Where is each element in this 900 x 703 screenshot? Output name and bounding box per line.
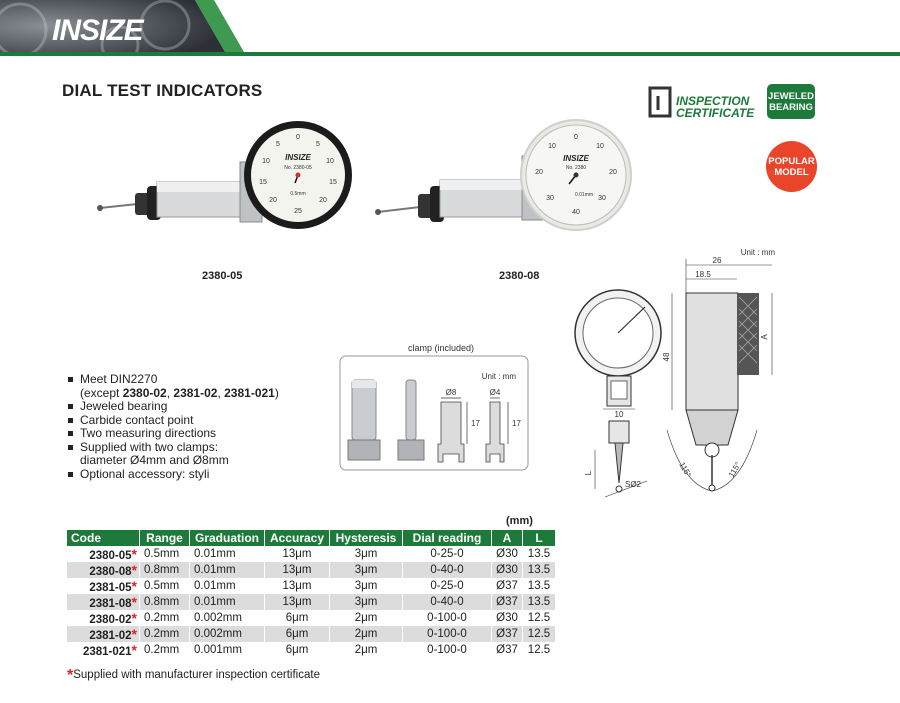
table-header-row [67, 530, 556, 546]
table-row [67, 610, 556, 626]
dim-18-5: 18.5 [695, 270, 711, 279]
table-cell: 0.5mm [140, 546, 190, 562]
clamp-drawing [338, 340, 530, 472]
dial1-num-25: 25 [294, 208, 302, 215]
clamp-h1: 17 [471, 419, 480, 428]
features-list [66, 373, 366, 481]
popular-line1: POPULAR [768, 155, 815, 167]
page-title: DIAL TEST INDICATORS [62, 81, 263, 100]
table-row [67, 594, 556, 610]
feature-item: Supplied with two clamps: [66, 441, 366, 455]
table-cell: 6μm [265, 626, 330, 642]
table-cell: 0.8mm [140, 562, 190, 578]
jeweled-bearing-badge [767, 84, 815, 119]
table-cell: 0-100-0 [403, 626, 492, 642]
feature-item: Meet DIN2270 [66, 373, 366, 387]
table-cell: 3μm [330, 578, 403, 594]
product-photo-2380-05 [95, 118, 355, 233]
certificate-star: * [131, 546, 137, 562]
table-cell: 0.01mm [190, 562, 265, 578]
code-cell: 2380-02* [67, 610, 140, 626]
table-cell: 6μm [265, 642, 330, 658]
certificate-star: * [131, 578, 137, 594]
insize-logo: INSIZE [52, 14, 143, 47]
dial1-num-10: 10 [326, 158, 334, 165]
table-cell: 3μm [330, 546, 403, 562]
certificate-star: * [131, 562, 137, 578]
table-cell: 13μm [265, 546, 330, 562]
table-cell: 12.5 [523, 642, 556, 658]
dim-10: 10 [614, 410, 624, 419]
table-cell: 13μm [265, 562, 330, 578]
dial1-num-5: 5 [316, 141, 320, 148]
dial1-num-15b: 15 [259, 179, 267, 186]
table-cell: 0.2mm [140, 626, 190, 642]
footnote-text: Supplied with manufacturer inspection certificate [73, 669, 320, 681]
dial1-num-10b: 10 [262, 158, 270, 165]
model-label-2380-08: 2380-08 [499, 270, 540, 282]
clamp-unit: Unit : mm [481, 372, 516, 381]
table-cell: Ø30 [492, 562, 523, 578]
header-divider [0, 52, 900, 56]
table-cell: 0.002mm [190, 610, 265, 626]
table-cell: Ø30 [492, 610, 523, 626]
popular-line2: MODEL [774, 166, 809, 178]
dial1-num-0: 0 [296, 134, 300, 141]
col-header: Range [140, 530, 190, 546]
dim-sphere: SØ2 [624, 480, 642, 489]
dim-26: 26 [712, 256, 722, 265]
table-row [67, 642, 556, 658]
dim-L: L [584, 470, 593, 476]
dial1-num-5b: 5 [276, 141, 280, 148]
table-cell: 0.2mm [140, 642, 190, 658]
table-cell: 0.01mm [190, 594, 265, 610]
certificate-star: * [131, 610, 137, 626]
dial2-num-30b: 30 [546, 195, 554, 202]
dim-48: 48 [662, 352, 671, 362]
dial2-brand: INSIZE [563, 154, 589, 163]
table-cell: Ø37 [492, 626, 523, 642]
col-header: Dial reading [403, 530, 492, 546]
certificate-star: * [131, 626, 137, 642]
table-cell: 3μm [330, 594, 403, 610]
dial1-num-20b: 20 [269, 197, 277, 204]
table-row [67, 562, 556, 578]
dial2-num-10: 10 [596, 143, 604, 150]
feature-item: Optional accessory: styli [66, 468, 366, 482]
table-row [67, 546, 556, 562]
feature-item-continuation: (except 2380-02, 2381-02, 2381-021) [80, 385, 279, 400]
code-cell: 2380-08* [67, 562, 140, 578]
table-cell: 0-100-0 [403, 642, 492, 658]
cert-line2: CERTIFICATE [676, 106, 755, 120]
technical-drawing [565, 245, 790, 507]
table-cell: 0-25-0 [403, 546, 492, 562]
table-row [67, 578, 556, 594]
col-header: Accuracy [265, 530, 330, 546]
dial1-range: 0.5mm [290, 191, 306, 197]
table-cell: 13μm [265, 578, 330, 594]
col-header: Code [67, 530, 140, 546]
dial1-brand: INSIZE [285, 153, 311, 162]
model-label-2380-05: 2380-05 [202, 270, 243, 282]
table-cell: 13.5 [523, 578, 556, 594]
angle-right: 115° [726, 460, 743, 479]
table-cell: 0.5mm [140, 578, 190, 594]
clamp-title: clamp (included) [407, 343, 475, 353]
table-cell: 0.01mm [190, 578, 265, 594]
dial2-sub: No. 2380 [565, 165, 587, 171]
table-cell: 0-100-0 [403, 610, 492, 626]
code-cell: 2381-021* [67, 642, 140, 658]
certificate-star: * [131, 594, 137, 610]
table-cell: 13.5 [523, 562, 556, 578]
table-cell: 2μm [330, 610, 403, 626]
drawing-unit: Unit : mm [740, 248, 775, 257]
product-photo-2380-08 [372, 118, 642, 233]
jeweled-line1: JEWELED [768, 90, 814, 102]
dial1-sub: No. 2380-05 [284, 165, 312, 171]
table-unit: (mm) [506, 515, 533, 527]
col-header: Hysteresis [330, 530, 403, 546]
code-cell: 2381-02* [67, 626, 140, 642]
table-cell: Ø37 [492, 578, 523, 594]
table-cell: Ø37 [492, 594, 523, 610]
code-cell: 2381-08* [67, 594, 140, 610]
dial2-range: 0.01mm [574, 192, 594, 198]
dial2-num-20: 20 [609, 169, 617, 176]
dial2-num-10b: 10 [548, 143, 556, 150]
table-cell: 0.01mm [190, 546, 265, 562]
clamp-d1: Ø8 [445, 388, 457, 397]
dial1-num-15: 15 [329, 179, 337, 186]
col-header: L [523, 530, 556, 546]
angle-left: 115° [677, 460, 694, 479]
table-cell: 2μm [330, 626, 403, 642]
table-row [67, 626, 556, 642]
dial2-num-30: 30 [598, 195, 606, 202]
clamp-d2: Ø4 [489, 388, 501, 397]
code-cell: 2380-05* [67, 546, 140, 562]
table-cell: 0.2mm [140, 610, 190, 626]
dim-A: A [760, 334, 769, 340]
feature-item: Jeweled bearing [66, 400, 366, 414]
dial2-num-0: 0 [574, 134, 578, 141]
feature-item: Two measuring directions [66, 427, 366, 441]
table-cell: 0.002mm [190, 626, 265, 642]
dial2-num-40: 40 [572, 209, 580, 216]
clamp-h2: 17 [512, 419, 521, 428]
spec-table [67, 530, 556, 658]
inspection-certificate-badge [646, 84, 756, 120]
col-header: Graduation [190, 530, 265, 546]
table-cell: Ø30 [492, 546, 523, 562]
table-cell: 6μm [265, 610, 330, 626]
cert-line1: INSPECTION [676, 94, 750, 108]
table-cell: 13μm [265, 594, 330, 610]
table-cell: 2μm [330, 642, 403, 658]
footnote [67, 665, 320, 683]
table-cell: 0-25-0 [403, 578, 492, 594]
dial2-num-20b: 20 [535, 169, 543, 176]
table-cell: 12.5 [523, 626, 556, 642]
feature-item-continuation: diameter Ø4mm and Ø8mm [80, 453, 229, 467]
dial1-num-20: 20 [319, 197, 327, 204]
feature-item: Carbide contact point [66, 414, 366, 428]
table-cell: 13.5 [523, 546, 556, 562]
certificate-star: * [131, 642, 137, 658]
jeweled-line2: BEARING [769, 101, 813, 113]
col-header: A [492, 530, 523, 546]
table-cell: 0.8mm [140, 594, 190, 610]
table-cell: 13.5 [523, 594, 556, 610]
certificate-icon [646, 84, 676, 120]
table-cell: 0-40-0 [403, 594, 492, 610]
footnote-star: * [67, 667, 74, 684]
table-cell: 3μm [330, 562, 403, 578]
table-cell: 0.001mm [190, 642, 265, 658]
table-cell: 12.5 [523, 610, 556, 626]
popular-model-badge [766, 141, 817, 192]
code-cell: 2381-05* [67, 578, 140, 594]
table-cell: Ø37 [492, 642, 523, 658]
table-cell: 0-40-0 [403, 562, 492, 578]
